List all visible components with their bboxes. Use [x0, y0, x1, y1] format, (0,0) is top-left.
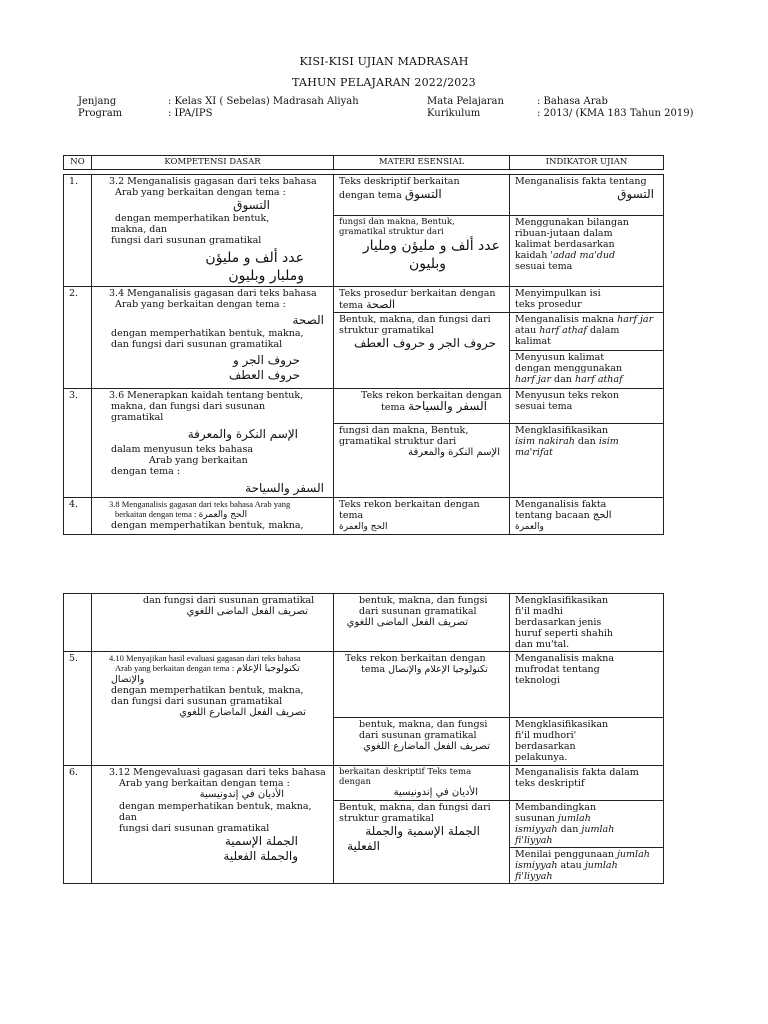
kd-text: 3.8 Menganalisis gagasan dari teks bahasa Arab yang: [109, 499, 291, 509]
indikator-text: kaidah: [515, 249, 548, 261]
kisi-table-page1: [63, 174, 664, 535]
materi-text: berkaitan deskriptif Teks tema: [339, 767, 472, 777]
indikator-cell: [510, 594, 664, 652]
materi-text: fungsi dan makna, Bentuk,: [339, 424, 469, 436]
materi-arabic: الإسم النكرة والمعرفة: [408, 446, 500, 458]
indikator-cell: [510, 652, 664, 718]
indikator-text: sesuai tema: [515, 260, 573, 272]
kd-cell: [92, 652, 334, 766]
indikator-text: teknologi: [515, 675, 560, 686]
materi-cell: [334, 175, 510, 216]
kd-line: [97, 509, 328, 520]
kurikulum-label: Kurikulum: [427, 108, 481, 119]
table-row: [64, 175, 664, 216]
kd-text: 3.12 Mengevaluasi gagasan dari teks bahasa: [109, 767, 326, 778]
header-materi: MATERI ESENSIAL: [334, 156, 510, 170]
kd-arabic: الصحة: [292, 313, 324, 327]
indikator-text: Menganalisis fakta tentang: [515, 176, 647, 187]
kd-text: dan fungsi dari susunan gramatikal: [111, 339, 283, 350]
indikator-italic: jumlah: [581, 824, 615, 835]
program-label: Program: [78, 108, 123, 119]
materi-arabic: الجملة الإسمية والجملة: [365, 824, 480, 838]
kd-text: berkaitan dengan tema :: [115, 509, 197, 519]
indikator-italic: 'adad ma'dud: [550, 249, 616, 261]
indikator-text: Menganalisis fakta: [515, 499, 607, 510]
kd-arabic: الحج والعمرة: [198, 510, 248, 520]
kd-arabic: والجملة الفعلية: [223, 849, 298, 863]
materi-arabic: وبليون: [408, 255, 446, 272]
kd-text: makna, dan: [111, 224, 168, 235]
materi-arabic: الصحة: [366, 298, 396, 311]
indikator-text: Mengklasifikasikan: [515, 595, 609, 606]
materi-cell: [334, 766, 510, 801]
kd-text: 3.2 Menganalisis gagasan dari teks bahasa: [109, 176, 317, 187]
indikator-text: Menyusun teks rekon: [515, 390, 619, 401]
materi-arabic: الأديان في إندونيسية: [393, 787, 478, 798]
indikator-italic: harf jar: [617, 314, 654, 325]
indikator-cell: [510, 801, 664, 848]
kd-arabic: حروف الجر و: [232, 353, 300, 367]
indikator-italic: harf athaf: [574, 374, 623, 385]
document-subtitle: TAHUN PELAJARAN 2022/2023: [292, 76, 476, 89]
materi-text: gramatikal struktur dari: [339, 226, 444, 237]
indikator-italic: fi'liyyah: [515, 871, 553, 882]
program-value: : IPA/IPS: [168, 108, 213, 119]
materi-arabic: تصريف الفعل الماضارع اللغوي: [363, 741, 490, 752]
indikator-text: Menyimpulkan isi: [515, 288, 601, 299]
kd-arabic: التسوق: [233, 198, 270, 212]
mapel-value: : Bahasa Arab: [537, 96, 608, 107]
kd-arabic: وملبار وبليون: [228, 268, 304, 284]
materi-arabic: الحج والعمرة: [339, 522, 388, 532]
kd-text: dengan memperhatikan bentuk, makna,: [119, 801, 312, 812]
row-no: 3.: [64, 389, 92, 498]
materi-cell: [334, 594, 510, 652]
jenjang-label: Jenjang: [78, 96, 117, 107]
indikator-cell: [510, 718, 664, 766]
materi-cell: [334, 287, 510, 313]
indikator-text: pelakunya.: [515, 752, 568, 763]
header-no: NO: [64, 156, 92, 170]
materi-cell: [334, 313, 510, 389]
table-row: [64, 652, 664, 718]
indikator-text: Menggunakan bilangan: [515, 216, 629, 228]
materi-cell: [334, 423, 510, 497]
kd-text: fungsi dari susunan gramatikal: [119, 823, 270, 834]
materi-text: Teks prosedur berkaitan dengan: [339, 288, 496, 299]
materi-text: tema: [381, 402, 406, 413]
materi-text: tema: [339, 510, 364, 521]
kd-text: dan fungsi dari susunan gramatikal: [143, 595, 315, 606]
kd-cell: [92, 175, 334, 287]
indikator-cell: [510, 351, 664, 389]
materi-cell: [334, 652, 510, 718]
indikator-arabic: والعمرة: [515, 522, 544, 532]
materi-text: struktur gramatikal: [339, 813, 434, 824]
kd-arabic: والإتصال: [111, 674, 145, 685]
kd-line: [97, 663, 328, 674]
indikator-italic: ismiyyah: [515, 824, 558, 835]
indikator-text: ribuan-jutaan dalam: [515, 227, 613, 239]
indikator-italic: jumlah: [584, 860, 618, 871]
indikator-text: dan: [577, 435, 596, 447]
indikator-text: kalimat berdasarkan: [515, 238, 615, 250]
kd-text: 3.4 Menganalisis gagasan dari teks bahasa: [109, 288, 317, 299]
materi-text: gramatikal struktur dari: [339, 435, 457, 447]
materi-text: fungsi dan makna, Bentuk,: [339, 216, 455, 227]
kd-text: dan: [119, 812, 137, 823]
materi-text: Bentuk, makna, dan fungsi dari: [339, 802, 491, 813]
kd-text: dengan memperhatikan bentuk,: [115, 213, 270, 224]
materi-text: struktur gramatikal: [339, 325, 434, 336]
kd-cell: [92, 287, 334, 389]
indikator-text: Menganalisis makna: [515, 653, 615, 664]
kd-text: Arab yang berkaitan dengan tema :: [115, 663, 235, 673]
header-kompetensi: KOMPETENSI DASAR: [92, 156, 334, 170]
kd-cell: [92, 766, 334, 884]
indikator-cell: [510, 766, 664, 801]
kurikulum-value: : 2013/ (KMA 183 Tahun 2019): [537, 108, 694, 119]
materi-cell: [334, 215, 510, 286]
indikator-arabic: الحج: [592, 510, 612, 521]
indikator-text: atau: [560, 860, 582, 871]
materi-cell: [334, 498, 510, 535]
materi-text: dari susunan gramatikal: [359, 730, 477, 741]
indikator-text: huruf seperti shahih: [515, 628, 613, 639]
indikator-italic: ma'rifat: [515, 446, 553, 458]
kd-arabic: الإسم النكرة والمعرفة: [187, 427, 298, 441]
row-no: [64, 594, 92, 652]
indikator-text: Menganalisis fakta dalam: [515, 767, 639, 778]
kd-text: Arab yang berkaitan dengan tema :: [115, 299, 286, 310]
document-title: KISI-KISI UJIAN MADRASAH: [299, 55, 469, 68]
kd-text: Arab yang berkaitan dengan tema :: [119, 778, 290, 789]
indikator-text: atau: [515, 325, 537, 336]
kd-text: 3.6 Menerapkan kaidah tentang bentuk,: [109, 390, 304, 401]
materi-text: Bentuk, makna, dan fungsi dari: [339, 314, 491, 325]
row-no: 5.: [64, 652, 92, 766]
indikator-text: Menyusun kalimat: [515, 352, 605, 363]
materi-text: dengan: [339, 777, 371, 787]
kd-text: gramatikal: [111, 412, 164, 423]
indikator-text: Menilai penggunaan: [515, 849, 614, 860]
mapel-label: Mata Pelajaran: [427, 96, 504, 107]
kd-arabic: الأديان في إندونيسية: [199, 789, 284, 800]
indikator-text: Mengklasifikasikan: [515, 719, 609, 730]
indikator-text: dengan menggunakan: [515, 363, 623, 374]
indikator-text: teks prosedur: [515, 299, 582, 310]
jenjang-value: : Kelas XI ( Sebelas) Madrasah Aliyah: [168, 96, 359, 107]
materi-text: Teks rekon berkaitan dengan: [339, 499, 480, 510]
materi-cell: [334, 718, 510, 766]
materi-text: tema: [361, 664, 386, 675]
materi-text: Teks rekon berkaitan dengan: [345, 653, 486, 664]
kd-text: Arab yang berkaitan: [149, 455, 248, 466]
indikator-italic: harf athaf: [539, 325, 587, 336]
indikator-cell: [510, 175, 664, 216]
indikator-italic: isim nakirah: [515, 435, 575, 447]
indikator-text: susunan: [515, 813, 555, 824]
kd-text: fungsi dari susunan gramatikal: [111, 235, 262, 246]
kd-text: makna, dan fungsi dari susunan: [111, 401, 266, 412]
kd-cell: [92, 498, 334, 535]
kd-arabic: تصريف الفعل الماضى اللغوي: [186, 606, 308, 617]
indikator-cell: [510, 215, 664, 286]
indikator-cell: [510, 389, 664, 424]
indikator-cell: [510, 313, 664, 351]
kd-arabic: عدد ألف و مليؤن: [205, 250, 304, 266]
indikator-text: Membandingkan: [515, 802, 597, 813]
indikator-cell: [510, 423, 664, 497]
materi-arabic: السفر والسياحة: [408, 399, 487, 413]
materi-text: bentuk, makna, dan fungsi: [359, 719, 488, 730]
row-no: 6.: [64, 766, 92, 884]
kd-text: Arab yang berkaitan dengan tema :: [115, 187, 286, 198]
kd-arabic: حروف العطف: [228, 368, 300, 382]
row-no: 1.: [64, 175, 92, 287]
materi-arabic: الفعلية: [347, 839, 380, 853]
indikator-text: Menganalisis makna: [515, 314, 615, 325]
materi-arabic: تكنولوجيا الإعلام والإتصال: [388, 664, 488, 675]
kd-arabic: تكنولوجيا الإعلام: [236, 663, 300, 674]
indikator-italic: jumlah: [557, 813, 591, 824]
kd-arabic: الجملة الإسمية: [224, 834, 298, 848]
indikator-italic: fi'liyyah: [515, 835, 553, 846]
materi-text: dengan tema: [339, 190, 402, 201]
materi-text: Teks deskriptif berkaitan: [339, 176, 460, 187]
indikator-text: dan mu'tal.: [515, 639, 570, 650]
indikator-text: dalam: [589, 325, 620, 336]
indikator-text: dan: [554, 374, 572, 385]
indikator-text: Mengklasifikasikan: [515, 424, 609, 436]
materi-arabic: حروف الجر و حروف العطف: [353, 336, 496, 350]
materi-text: tema: [339, 300, 364, 311]
materi-text: dari susunan gramatikal: [359, 606, 477, 617]
materi-arabic: التسوق: [404, 187, 442, 201]
indikator-text: berdasarkan jenis: [515, 617, 602, 628]
materi-arabic: عدد ألف و مليؤن ومليار: [362, 237, 500, 254]
kd-arabic: السفر والسياحة: [245, 481, 324, 495]
kd-text: dan fungsi dari susunan gramatikal: [111, 696, 283, 707]
indikator-italic: ismiyyah: [515, 860, 558, 871]
kd-cell: [92, 389, 334, 498]
materi-text: bentuk, makna, dan fungsi: [359, 595, 488, 606]
kd-text: 4.10 Menyajikan hasil evaluasi gagasan dari teks bahasa: [109, 653, 301, 663]
table-row: [64, 287, 664, 313]
table-row: [64, 766, 664, 801]
kd-text: dengan memperhatikan bentuk, makna,: [111, 685, 304, 696]
indikator-text: mufrodat tentang: [515, 664, 600, 675]
materi-arabic: تصريف الفعل الماضى اللغوي: [346, 617, 468, 628]
indikator-text: fi'il madhi: [515, 606, 563, 617]
indikator-text: teks deskriptif: [515, 778, 585, 789]
indikator-arabic: التسوق: [617, 187, 654, 201]
kisi-table-page2: [63, 593, 664, 884]
indikator-text: berdasarkan: [515, 741, 576, 752]
materi-cell: [334, 801, 510, 884]
indikator-italic: isim: [598, 435, 619, 447]
kd-text: dalam menyusun teks bahasa: [111, 444, 253, 455]
kd-text: dengan tema :: [111, 466, 181, 477]
kd-cell: [92, 594, 334, 652]
materi-text: Teks rekon berkaitan dengan: [361, 390, 502, 401]
kd-text: dengan memperhatikan bentuk, makna,: [111, 520, 304, 531]
indikator-text: fi'il mudhori': [515, 730, 577, 741]
indikator-text: tentang bacaan: [515, 510, 590, 521]
table-row: [64, 498, 664, 535]
indikator-cell: [510, 287, 664, 313]
kd-arabic: تصريف الفعل الماضارع اللغوي: [179, 707, 306, 718]
indikator-cell: [510, 498, 664, 535]
indikator-italic: harf jar: [515, 374, 552, 385]
header-indikator: INDIKATOR UJIAN: [510, 156, 664, 170]
indikator-cell: [510, 848, 664, 884]
table-row: [64, 389, 664, 424]
kd-text: dengan memperhatikan bentuk, makna,: [111, 328, 304, 339]
indikator-italic: jumlah: [616, 849, 650, 860]
indikator-text: kalimat: [515, 336, 551, 347]
indikator-text: dan: [560, 824, 579, 835]
row-no: 2.: [64, 287, 92, 389]
row-no: 4.: [64, 498, 92, 535]
header-table: [63, 155, 664, 170]
indikator-text: sesuai tema: [515, 401, 573, 412]
table-row: [64, 594, 664, 652]
materi-cell: [334, 389, 510, 424]
